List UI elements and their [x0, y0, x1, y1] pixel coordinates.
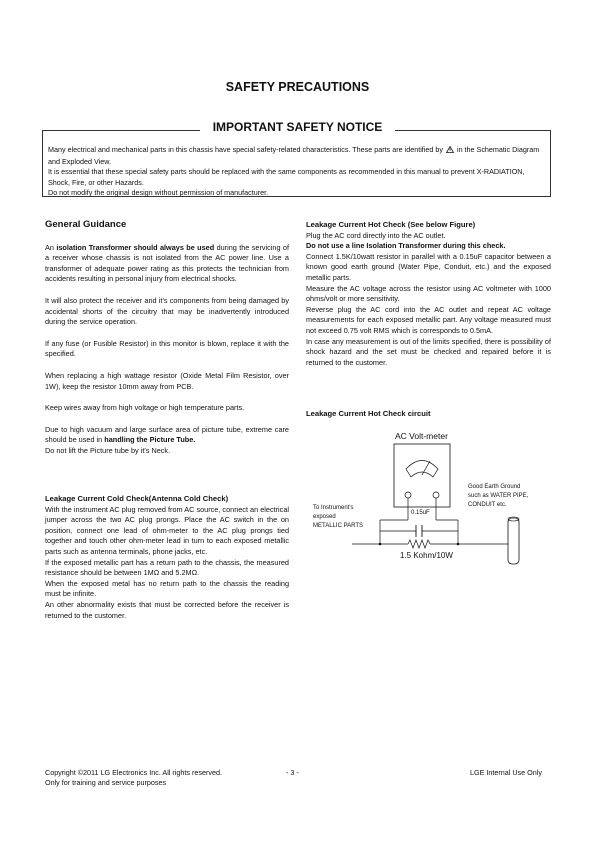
- hot-para-6: In case any measurement is out of the limits specified, there is possibility of shock hazard and the set must be checked and repaired before it is returned to the customer.: [306, 336, 551, 367]
- notice-title: IMPORTANT SAFETY NOTICE: [200, 120, 395, 134]
- left-column: [45, 220, 289, 457]
- hot-para-3: Connect 1.5K/10watt resistor in parallel with a 0.15uF capacitor between a known good earth ground (Water Pipe, Conduit, etc.) and the exposed metallic parts.: [306, 251, 551, 282]
- instrument-label-3: METALLIC PARTS: [313, 523, 364, 529]
- notice-text: [48, 145, 546, 199]
- notice-line-1-text: Many electrical and mechanical parts in this chassis have special safety-related characteristics. These parts are identified by: [48, 145, 443, 154]
- guidance-para-3: If any fuse (or Fusible Resistor) in this monitor is blown, replace it with the specified.: [45, 338, 289, 359]
- resistor-icon: [408, 540, 430, 548]
- guidance-para-1-bold: isolation Transformer should always be used: [56, 242, 215, 252]
- voltmeter-box: [394, 444, 450, 507]
- hot-check-heading: [306, 220, 551, 231]
- junction-dot: [379, 543, 382, 546]
- resistor-label: 1.5 Kohm/10W: [400, 551, 453, 560]
- guidance-para-2: It will also protect the receiver and it's components from being damaged by accidental shorts of the circuitry that may be inadvertently introduced during the service operation.: [45, 295, 289, 327]
- notice-line-3: Do not modify the original design without permission of manufacturer.: [48, 188, 269, 198]
- internal-use-text: LGE Internal Use Only: [470, 768, 542, 777]
- right-column: [306, 220, 551, 368]
- hot-para-4: Measure the AC voltage across the resistor using AC voltmeter with 1000 ohms/volt or more sensitivity.: [306, 283, 551, 304]
- guidance-para-6-a: Due to high vacuum and large surface area of picture tube, extreme care should be used in: [45, 424, 289, 445]
- footer-left: [45, 768, 222, 788]
- warning-triangle-icon: [446, 146, 454, 157]
- ground-label-1: Good Earth Ground: [468, 484, 521, 490]
- meter-terminal-right: [433, 492, 439, 498]
- notice-line-1: [48, 145, 546, 167]
- page-title: SAFETY PRECAUTIONS: [225, 80, 370, 94]
- hot-check-circuit-diagram: [300, 425, 550, 575]
- notice-line-1-text-b: in the Schematic Diagram and Exploded View.: [48, 145, 540, 166]
- instrument-label-1: To Instrument's: [313, 505, 354, 511]
- guidance-para-1: [45, 243, 289, 285]
- guidance-para-6c: Do not lift the Picture tube by it's Neck.: [45, 445, 171, 455]
- cold-para-2: If the exposed metallic part has a return path to the chassis, the measured resistance should be between 1MΩ and 5.2MΩ.: [45, 557, 289, 578]
- training-text: Only for training and service purposes: [45, 778, 167, 787]
- hot-check-heading-text: Leakage Current Hot Check: [306, 220, 406, 229]
- meter-terminal-left: [405, 492, 411, 498]
- copyright-text: Copyright ©2011 LG Electronics Inc. All rights reserved.: [45, 768, 222, 777]
- cold-para-3: When the exposed metal has no return path to the chassis the reading must be infinite.: [45, 578, 289, 599]
- guidance-para-6: [45, 425, 289, 446]
- guidance-para-4: When replacing a high wattage resistor (Oxide Metal Film Resistor, over 1W), keep the resistor 10mm away from PCB.: [45, 370, 289, 391]
- page-number: - 3 -: [286, 768, 299, 777]
- guidance-para-5: Keep wires away from high voltage or high temperature parts.: [45, 403, 245, 413]
- water-pipe-icon: [508, 518, 519, 564]
- cold-para-4: An other abnormality exists that must be corrected before the receiver is returned to the customer.: [45, 599, 289, 620]
- junction-dot: [457, 543, 460, 546]
- ground-label-3: CONDUIT etc.: [468, 502, 507, 508]
- general-guidance-heading: General Guidance: [45, 219, 127, 230]
- instrument-label-2: exposed: [313, 514, 336, 520]
- hot-para-2: Do not use a line Isolation Transformer during this check.: [306, 241, 506, 251]
- guidance-para-1-c: during the servicing of a receiver whose chassis is not isolated from the AC power line. Use a transformer of adequate power rating as this protects the technician from accidents resulting in personal injury from electrical shocks.: [45, 242, 290, 284]
- notice-line-2: It is essential that these special safety parts should be replaced with the same components as recommended in this manual to prevent X-RADIATION, Shock, Fire, or other Hazards.: [48, 167, 525, 187]
- cold-para-1: With the instrument AC plug removed from AC source, connect an electrical jumper across the two AC plug prongs. Place the AC switch in the on position, connect one lead of ohm-meter to the AC plug prongs tied together and touch other ohm-meter lead in turn to each exposed metallic parts such as antenna terminals, phone jacks, etc.: [45, 504, 289, 556]
- hot-check-heading-note: (See below Figure): [405, 220, 476, 229]
- cold-check-heading: Leakage Current Cold Check(Antenna Cold Check): [45, 494, 229, 503]
- guidance-para-6-bold: handling the Picture Tube.: [104, 435, 196, 445]
- guidance-para-1-a: An: [45, 242, 57, 252]
- ground-label-2: such as WATER PIPE,: [468, 493, 529, 499]
- circuit-heading: Leakage Current Hot Check circuit: [306, 409, 431, 418]
- hot-para-5: Reverse plug the AC cord into the AC outlet and repeat AC voltage measurements for each exposed metallic part. Any voltage measured must not exceed 0.75 volt RMS which is corresponds to 0.5mA.: [306, 304, 551, 335]
- hot-para-1: Plug the AC cord directly into the AC outlet.: [306, 230, 446, 240]
- cold-check-section: [45, 494, 289, 621]
- capacitor-label: 0.15uF: [411, 510, 430, 516]
- meter-label: AC Volt-meter: [395, 431, 448, 441]
